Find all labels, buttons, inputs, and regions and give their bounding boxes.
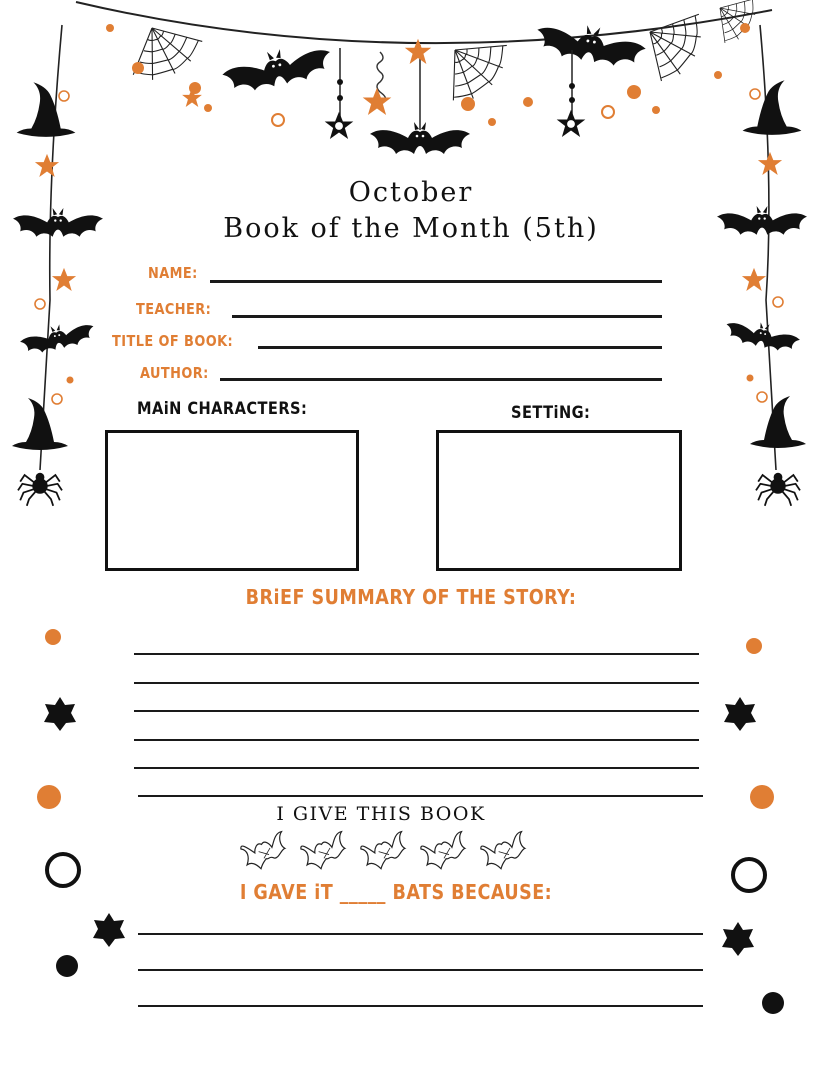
bat-rating[interactable] [230,824,540,880]
reason-line[interactable] [138,933,703,935]
bat-outline-icon[interactable] [240,832,291,873]
rating-reason-label: I GAVE iT _____ BATS BECAUSE: [239,880,553,904]
setting-label: SETTiNG: [511,403,591,423]
summary-line[interactable] [134,653,699,655]
title-of-book-label: TITLE OF BOOK: [112,332,234,350]
title-of-book-field[interactable] [258,346,662,349]
summary-line[interactable] [134,710,699,712]
author-label: AUTHOR: [140,364,209,382]
summary-line[interactable] [134,767,699,769]
summary-heading: BRiEF SUMMARY OF THE STORY: [245,585,577,609]
rating-prompt: I GIVE THIS BOOK [276,803,486,825]
reason-line[interactable] [138,969,703,971]
summary-line[interactable] [134,739,699,741]
main-characters-label: MAiN CHARACTERS: [137,399,308,419]
name-field[interactable] [210,280,662,283]
bat-outline-icon[interactable] [420,832,471,873]
summary-line[interactable] [138,795,703,797]
teacher-field[interactable] [232,315,662,318]
bat-outline-icon[interactable] [360,832,411,873]
bat-outline-icon[interactable] [480,832,531,873]
reason-line[interactable] [138,1005,703,1007]
page-title: Book of the Month (5th) [223,213,599,244]
author-field[interactable] [220,378,662,381]
teacher-label: TEACHER: [136,300,212,318]
bat-outline-icon[interactable] [300,832,351,873]
page-title-month: October [348,177,474,208]
name-label: NAME: [148,264,198,282]
main-characters-box[interactable] [105,430,359,571]
summary-line[interactable] [134,682,699,684]
setting-box[interactable] [436,430,682,571]
